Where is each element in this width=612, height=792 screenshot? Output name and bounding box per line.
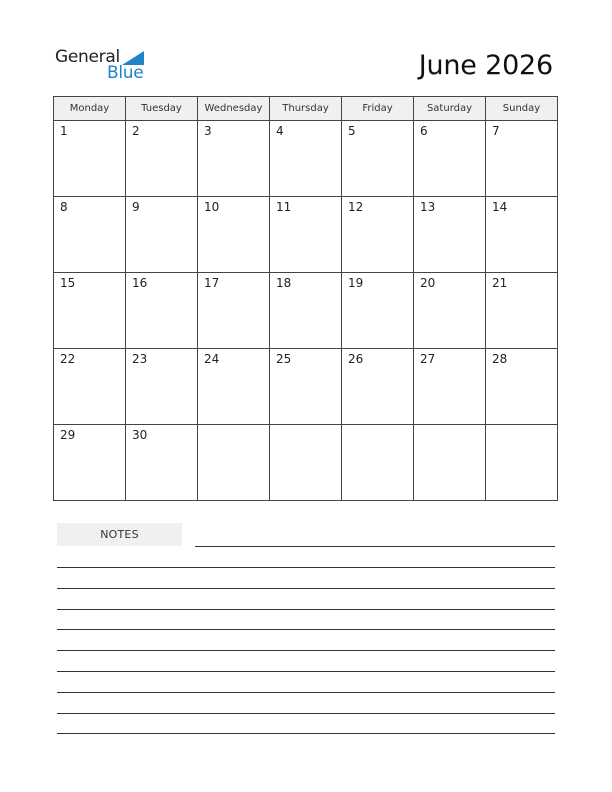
day-number bbox=[198, 425, 269, 428]
note-line[interactable] bbox=[57, 629, 555, 630]
day-number: 1 bbox=[60, 124, 68, 138]
day-cell[interactable] bbox=[342, 349, 414, 425]
calendar-grid bbox=[53, 96, 558, 501]
day-cell[interactable] bbox=[486, 197, 558, 273]
day-cell[interactable] bbox=[342, 197, 414, 273]
empty-day-cell bbox=[414, 425, 486, 501]
day-number: 14 bbox=[492, 200, 508, 214]
day-number: 30 bbox=[132, 428, 148, 442]
weekday-tuesday: Tuesday bbox=[126, 97, 198, 121]
note-line[interactable] bbox=[57, 588, 555, 589]
week-row-2 bbox=[54, 197, 558, 273]
weekday-saturday: Saturday bbox=[414, 97, 486, 121]
day-cell[interactable] bbox=[342, 273, 414, 349]
weekday-monday: Monday bbox=[54, 97, 126, 121]
note-line[interactable] bbox=[57, 567, 555, 568]
day-cell[interactable] bbox=[486, 121, 558, 197]
week-row-4 bbox=[54, 349, 558, 425]
day-number: 9 bbox=[132, 200, 140, 214]
day-cell[interactable] bbox=[54, 349, 126, 425]
day-number: 12 bbox=[348, 200, 364, 214]
day-number bbox=[414, 425, 485, 428]
empty-day-cell bbox=[486, 425, 558, 501]
day-number: 11 bbox=[276, 200, 292, 214]
day-cell[interactable] bbox=[414, 273, 486, 349]
day-cell[interactable] bbox=[198, 197, 270, 273]
day-number: 8 bbox=[60, 200, 68, 214]
day-number: 10 bbox=[204, 200, 220, 214]
day-cell[interactable] bbox=[486, 349, 558, 425]
day-number: 3 bbox=[204, 124, 212, 138]
weekday-friday: Friday bbox=[342, 97, 414, 121]
day-cell[interactable] bbox=[414, 121, 486, 197]
day-cell[interactable] bbox=[198, 121, 270, 197]
day-number: 24 bbox=[204, 352, 220, 366]
day-cell[interactable] bbox=[54, 197, 126, 273]
day-number: 16 bbox=[132, 276, 148, 290]
day-cell[interactable] bbox=[270, 197, 342, 273]
day-number: 6 bbox=[420, 124, 428, 138]
note-line[interactable] bbox=[57, 609, 555, 610]
day-cell[interactable] bbox=[54, 273, 126, 349]
day-number: 22 bbox=[60, 352, 76, 366]
day-number: 26 bbox=[348, 352, 364, 366]
day-number: 4 bbox=[276, 124, 284, 138]
empty-day-cell bbox=[198, 425, 270, 501]
day-number: 7 bbox=[492, 124, 500, 138]
logo-blue-text: Blue bbox=[107, 63, 144, 83]
logo-general-text: General bbox=[55, 47, 120, 67]
day-cell[interactable] bbox=[126, 121, 198, 197]
day-number: 29 bbox=[60, 428, 76, 442]
weekday-sunday: Sunday bbox=[486, 97, 558, 121]
notes-label: NOTES bbox=[57, 523, 182, 546]
day-cell[interactable] bbox=[126, 349, 198, 425]
day-cell[interactable] bbox=[126, 425, 198, 501]
week-row-3 bbox=[54, 273, 558, 349]
week-row-5 bbox=[54, 425, 558, 501]
day-number: 2 bbox=[132, 124, 140, 138]
empty-day-cell bbox=[342, 425, 414, 501]
day-cell[interactable] bbox=[270, 273, 342, 349]
weekday-thursday: Thursday bbox=[270, 97, 342, 121]
brand-logo bbox=[55, 47, 155, 83]
day-cell[interactable] bbox=[414, 197, 486, 273]
week-row-1 bbox=[54, 121, 558, 197]
day-number: 5 bbox=[348, 124, 356, 138]
day-number: 20 bbox=[420, 276, 436, 290]
empty-day-cell bbox=[270, 425, 342, 501]
day-cell[interactable] bbox=[54, 121, 126, 197]
day-number: 15 bbox=[60, 276, 76, 290]
day-cell[interactable] bbox=[198, 349, 270, 425]
note-line[interactable] bbox=[57, 650, 555, 651]
day-number: 21 bbox=[492, 276, 508, 290]
note-line[interactable] bbox=[57, 692, 555, 693]
day-number: 27 bbox=[420, 352, 436, 366]
day-number: 18 bbox=[276, 276, 292, 290]
note-line[interactable] bbox=[57, 671, 555, 672]
day-cell[interactable] bbox=[198, 273, 270, 349]
day-number: 28 bbox=[492, 352, 508, 366]
day-number bbox=[270, 425, 341, 428]
day-cell[interactable] bbox=[126, 197, 198, 273]
note-line[interactable] bbox=[57, 733, 555, 734]
day-cell[interactable] bbox=[54, 425, 126, 501]
weekday-header-row bbox=[54, 97, 558, 121]
month-title: June 2026 bbox=[418, 50, 553, 81]
day-number bbox=[342, 425, 413, 428]
day-cell[interactable] bbox=[342, 121, 414, 197]
weekday-wednesday: Wednesday bbox=[198, 97, 270, 121]
day-number bbox=[486, 425, 557, 428]
day-cell[interactable] bbox=[414, 349, 486, 425]
day-number: 13 bbox=[420, 200, 436, 214]
note-line[interactable] bbox=[195, 546, 555, 547]
day-number: 19 bbox=[348, 276, 364, 290]
day-cell[interactable] bbox=[486, 273, 558, 349]
day-number: 17 bbox=[204, 276, 220, 290]
day-cell[interactable] bbox=[126, 273, 198, 349]
day-number: 25 bbox=[276, 352, 292, 366]
note-line[interactable] bbox=[57, 713, 555, 714]
day-cell[interactable] bbox=[270, 349, 342, 425]
day-number: 23 bbox=[132, 352, 148, 366]
day-cell[interactable] bbox=[270, 121, 342, 197]
